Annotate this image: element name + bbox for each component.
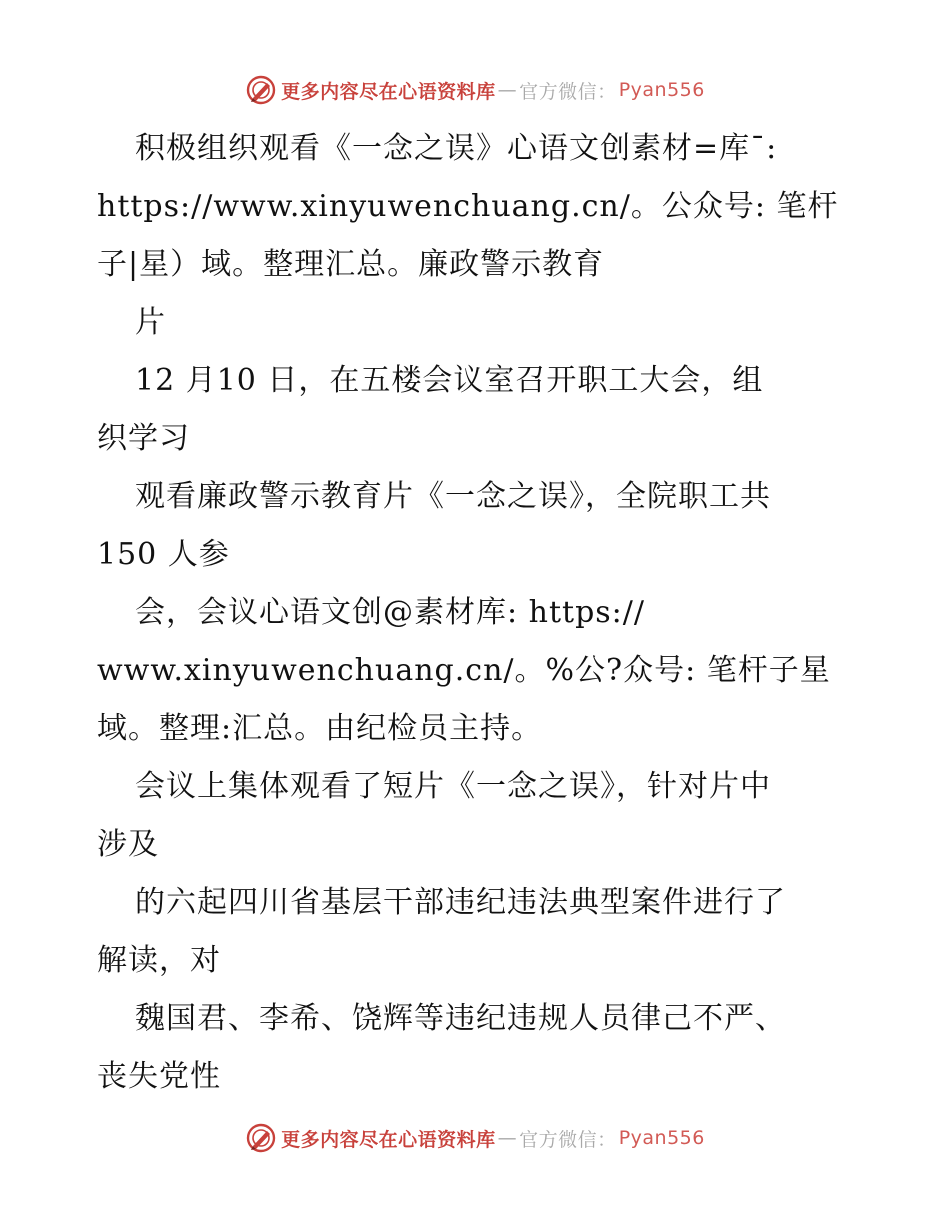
body-line: 织学习 (97, 421, 190, 456)
body-line: www.xinyuwenchuang.cn/。%公?众号: 笔杆子星 (97, 653, 831, 688)
banner-wechat-label: 官方微信： (519, 1128, 617, 1151)
body-line: 12 月10 日，在五楼会议室召开职工大会，组 (135, 363, 764, 398)
body-line: 会议上集体观看了短片《一念之误》，针对片中 (135, 769, 771, 804)
document-body (97, 120, 857, 1106)
body-line: 片 (135, 305, 166, 340)
body-line: https://www.xinyuwenchuang.cn/。公众号: 笔杆 (97, 189, 839, 224)
body-line: 积极组织观看《一念之误》心语文创素材=库¯: (135, 131, 778, 166)
body-line: 子|星）域。整理汇总。廉政警示教育 (97, 247, 605, 282)
pen-logo-icon (245, 1122, 277, 1154)
banner-wechat-id: Pyan556 (618, 79, 705, 101)
body-line: 的六起四川省基层干部违纪违法典型案件进行了 (135, 885, 786, 920)
banner-text (281, 1125, 705, 1152)
body-line: 解读，对 (97, 943, 221, 978)
body-line: 观看廉政警示教育片《一念之误》，全院职工共 (135, 479, 771, 514)
banner-title: 更多内容尽在心语资料库 (281, 1128, 496, 1151)
pen-logo-icon (245, 74, 277, 106)
footer-banner (0, 1118, 950, 1158)
body-line: 域。整理:汇总。由纪检员主持。 (97, 711, 543, 746)
body-line: 魏国君、李希、饶辉等违纪违规人员律己不严、 (135, 1001, 786, 1036)
body-line: 150 人参 (97, 537, 230, 572)
banner-wechat-label: 官方微信： (519, 80, 617, 103)
banner-text (281, 77, 705, 104)
body-line: 丧失党性 (97, 1059, 221, 1094)
body-line: 涉及 (97, 827, 159, 862)
header-banner (0, 70, 950, 110)
body-line: 会，会议心语文创@素材库: https:// (135, 595, 645, 630)
banner-dash: — (497, 1127, 518, 1149)
banner-dash: — (497, 79, 518, 101)
banner-title: 更多内容尽在心语资料库 (281, 80, 496, 103)
banner-wechat-id: Pyan556 (618, 1127, 705, 1149)
